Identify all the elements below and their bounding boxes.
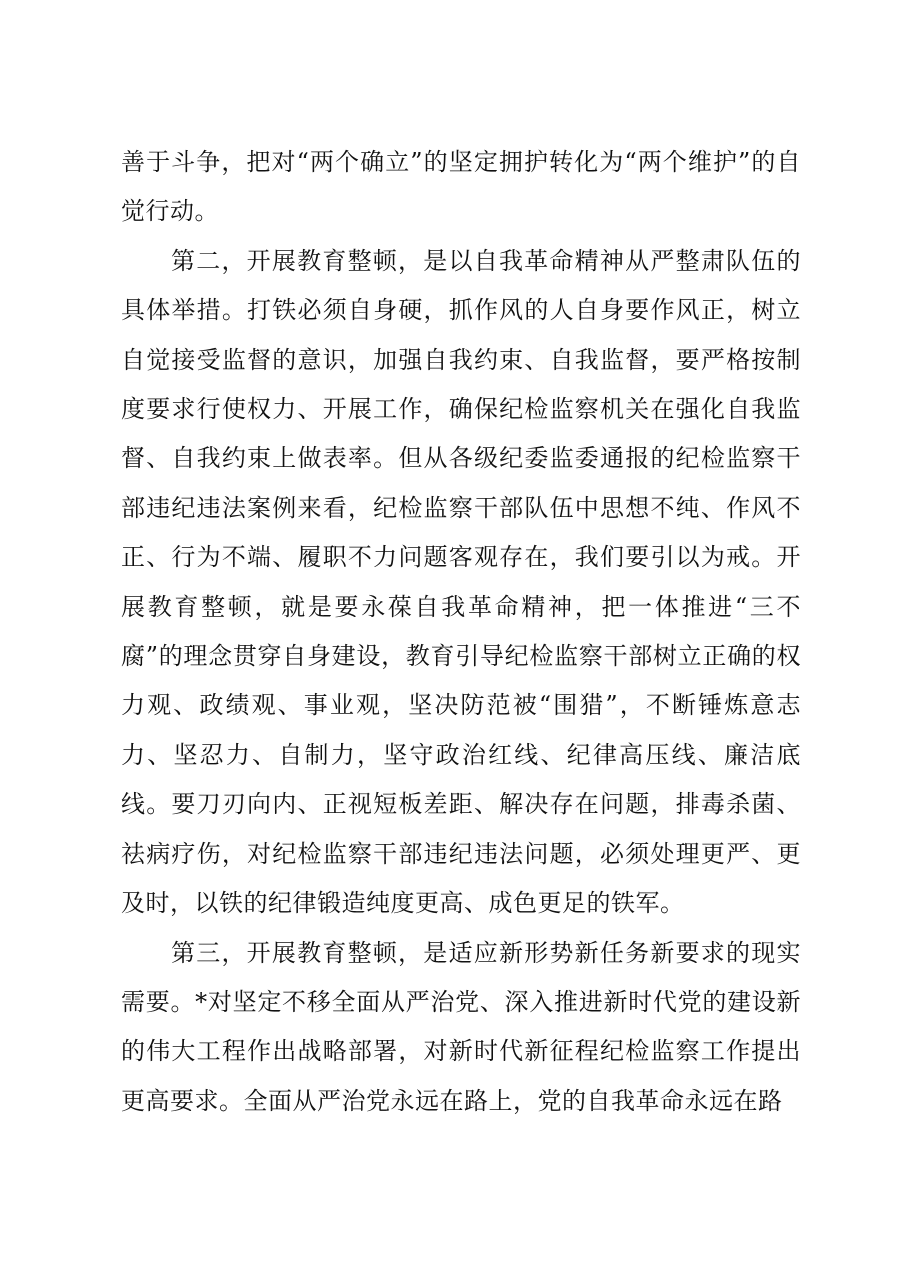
document-body <box>121 138 801 1126</box>
paragraph-1: 善于斗争，把对“两个确立”的坚定拥护转化为“两个维护”的自觉行动。 <box>121 148 801 226</box>
paragraph-3: 第三，开展教育整顿，是适应新形势新任务新要求的现实需要。*对坚定不移全面从严治党、深入推进新时代党的建设新的伟大工程作出战略部署，对新时代新征程纪检监察工作提出更高要求。全面从严治党永远在路上，党的自我革命永远在路 <box>121 938 801 1115</box>
paragraph-2: 第二，开展教育整顿，是以自我革命精神从严整肃队伍的具体举措。打铁必须自身硬，抓作风的人自身要作风正，树立自觉接受监督的意识，加强自我约束、自我监督，要严格按制度要求行使权力、开展工作，确保纪检监察机关在强化自我监督、自我约束上做表率。但从各级纪委监委通报的纪检监察干部违纪违法案例来看，纪检监察干部队伍中思想不纯、作风不正、行为不端、履职不力问题客观存在，我们要引以为戒。开展教育整顿，就是要永葆自我革命精神，把一体推进“三不腐”的理念贯穿自身建设，教育引导纪检监察干部树立正确的权力观、政绩观、事业观，坚决防范被“围猎”，不断锤炼意志力、坚忍力、自制力，坚守政治红线、纪律高压线、廉洁底线。要刀刃向内、正视短板差距、解决存在问题，排毒杀菌、祛病疗伤，对纪检监察干部违纪违法问题，必须处理更严、更及时，以铁的纪律锻造纯度更高、成色更足的铁军。 <box>121 246 801 918</box>
